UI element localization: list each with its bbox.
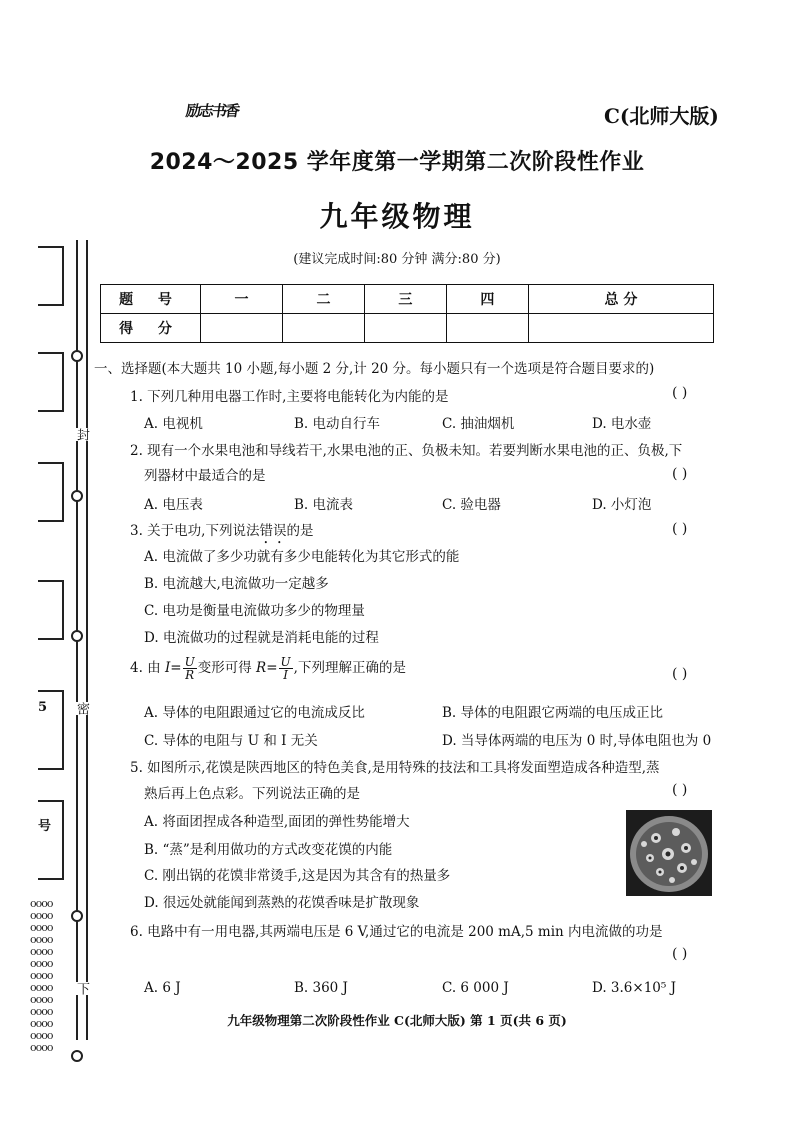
question-4-text: 变形可得 bbox=[197, 660, 252, 676]
score-table-col: 三 bbox=[364, 285, 446, 314]
question-5-option: C. 刚出锅的花馍非常烫手,这是因为其含有的热量多 bbox=[144, 868, 451, 884]
question-2-option: C. 验电器 bbox=[442, 497, 501, 513]
binding-edge-label: 5 bbox=[38, 700, 48, 715]
edition-label: C(北师大版) bbox=[604, 104, 719, 128]
question-3-stem-pre: 3. 关于电功,下列说法 bbox=[130, 523, 260, 539]
binding-char-feng: 封 bbox=[74, 428, 89, 441]
score-table-row-label: 题 号 bbox=[101, 285, 201, 314]
question-4-option: B. 导体的电阻跟它两端的电压成正比 bbox=[442, 705, 664, 721]
question-4-text: ,下列理解正确的是 bbox=[293, 660, 406, 676]
binding-char-xian: 下 bbox=[74, 982, 89, 995]
school-box[interactable] bbox=[38, 462, 64, 522]
binding-char-mi: 密 bbox=[74, 702, 89, 715]
binding-circle bbox=[71, 490, 83, 502]
question-3-option: A. 电流做了多少功就有多少电能转化为其它形式的能 bbox=[144, 549, 460, 565]
question-5-stem-cont: 熟后再上色点彩。下列说法正确的是 bbox=[144, 786, 360, 802]
score-cell[interactable] bbox=[282, 314, 364, 343]
question-1-option: D. 电水壶 bbox=[592, 416, 652, 432]
question-2-option: B. 电流表 bbox=[294, 497, 354, 513]
question-1-option: A. 电视机 bbox=[144, 416, 203, 432]
question-5-option: B. “蒸”是利用做功的方式改变花馍的内能 bbox=[144, 842, 393, 858]
answer-paren[interactable]: ( ) bbox=[672, 946, 688, 962]
answer-paren[interactable]: ( ) bbox=[672, 385, 688, 401]
score-table bbox=[100, 284, 714, 343]
question-2-option: D. 小灯泡 bbox=[592, 497, 652, 513]
question-6-option: B. 360 J bbox=[294, 980, 348, 996]
subject-title: 九年级物理 bbox=[319, 200, 475, 233]
question-6-stem: 6. 电路中有一用电器,其两端电压是 6 V,通过它的电流是 200 mA,5 min 内电流做的功是 bbox=[130, 924, 663, 940]
time-note: (建议完成时间:80 分钟 满分:80 分) bbox=[293, 252, 501, 267]
question-4-option: C. 导体的电阻与 U 和 I 无关 bbox=[144, 733, 318, 749]
question-5-option: A. 将面团捏成各种造型,面团的弹性势能增大 bbox=[144, 814, 410, 830]
binding-line bbox=[86, 240, 88, 1040]
score-table-col: 二 bbox=[282, 285, 364, 314]
grade-box[interactable] bbox=[38, 580, 64, 640]
score-table-col: 四 bbox=[446, 285, 528, 314]
fraction-numerator: U bbox=[184, 655, 195, 669]
question-3-option: D. 电流做功的过程就是消耗电能的过程 bbox=[144, 630, 379, 646]
question-4-option: D. 当导体两端的电压为 0 时,导体电阻也为 0 bbox=[442, 733, 712, 749]
fraction-u-over-r bbox=[183, 656, 197, 681]
fraction-denominator: I bbox=[283, 668, 288, 682]
score-cell[interactable] bbox=[446, 314, 528, 343]
score-table-col: 一 bbox=[201, 285, 283, 314]
flower-bun-illustration bbox=[626, 810, 712, 896]
fraction-u-over-i bbox=[279, 656, 293, 681]
formula-lhs: I= bbox=[164, 660, 182, 676]
score-cell[interactable] bbox=[528, 314, 713, 343]
answer-paren[interactable]: ( ) bbox=[672, 666, 688, 682]
binding-circle bbox=[71, 1050, 83, 1062]
question-4-text: 4. 由 bbox=[130, 660, 161, 676]
score-table-score-row bbox=[101, 314, 714, 343]
question-3-stem bbox=[130, 519, 313, 547]
question-4-stem bbox=[130, 656, 406, 681]
publisher-logo: 励志书香 bbox=[184, 102, 240, 120]
question-6-option: C. 6 000 J bbox=[442, 980, 509, 996]
answer-paren[interactable]: ( ) bbox=[672, 466, 688, 482]
score-table-header-row bbox=[101, 285, 714, 314]
question-3-emphasis: 错误 bbox=[259, 523, 287, 539]
question-2-stem: 2. 现有一个水果电池和导线若干,水果电池的正、负极未知。若要判断水果电池的正、负极,下 bbox=[130, 443, 683, 459]
question-3-stem-post: 的是 bbox=[286, 523, 314, 539]
question-1-stem: 1. 下列几种用电器工作时,主要将电能转化为内能的是 bbox=[130, 389, 449, 405]
question-3-option: C. 电功是衡量电流做功多少的物理量 bbox=[144, 603, 365, 619]
section-heading: 一、选择题(本大题共 10 小题,每小题 2 分,计 20 分。每小题只有一个选项是符合题目要求的) bbox=[94, 361, 655, 377]
binding-circle bbox=[71, 910, 83, 922]
question-1-option: C. 抽油烟机 bbox=[442, 416, 515, 432]
fraction-denominator: R bbox=[185, 668, 195, 682]
answer-paren[interactable]: ( ) bbox=[672, 782, 688, 798]
score-cell[interactable] bbox=[201, 314, 283, 343]
question-4-option: A. 导体的电阻跟通过它的电流成反比 bbox=[144, 705, 365, 721]
question-6-option: D. 3.6×10⁵ J bbox=[592, 980, 676, 996]
formula-lhs: R= bbox=[256, 660, 278, 676]
question-2-stem-cont: 列器材中最适合的是 bbox=[144, 468, 266, 484]
question-2-option: A. 电压表 bbox=[144, 497, 203, 513]
score-cell[interactable] bbox=[364, 314, 446, 343]
question-5-option: D. 很远处就能闻到蒸熟的花馍香味是扩散现象 bbox=[144, 895, 420, 911]
page-footer: 九年级物理第二次阶段性作业 C(北师大版) 第 1 页(共 6 页) bbox=[227, 1013, 567, 1028]
question-6-option: A. 6 J bbox=[144, 980, 181, 996]
fraction-numerator: U bbox=[280, 655, 291, 669]
answer-paren[interactable]: ( ) bbox=[672, 521, 688, 537]
score-table-row-label: 得 分 bbox=[101, 314, 201, 343]
binding-circle bbox=[71, 630, 83, 642]
binding-circle bbox=[71, 350, 83, 362]
class-box[interactable] bbox=[38, 352, 64, 412]
seat-box[interactable] bbox=[38, 800, 64, 880]
binding-edge-label: 号 bbox=[38, 819, 52, 834]
score-table-col: 总 分 bbox=[528, 285, 713, 314]
page-title: 2024～2025 学年度第一学期第二次阶段性作业 bbox=[149, 150, 645, 175]
question-1-option: B. 电动自行车 bbox=[294, 416, 381, 432]
flower-bun-photo bbox=[626, 810, 712, 896]
binding-dots-decoration: oooo oooo oooo oooo oooo oooo oooo oooo oooo oooo oooo oooo oooo bbox=[30, 897, 53, 1054]
question-5-stem: 5. 如图所示,花馍是陕西地区的特色美食,是用特殊的技法和工具将发面塑造成各种造型,蒸 bbox=[130, 760, 660, 776]
question-3-option: B. 电流越大,电流做功一定越多 bbox=[144, 576, 329, 592]
